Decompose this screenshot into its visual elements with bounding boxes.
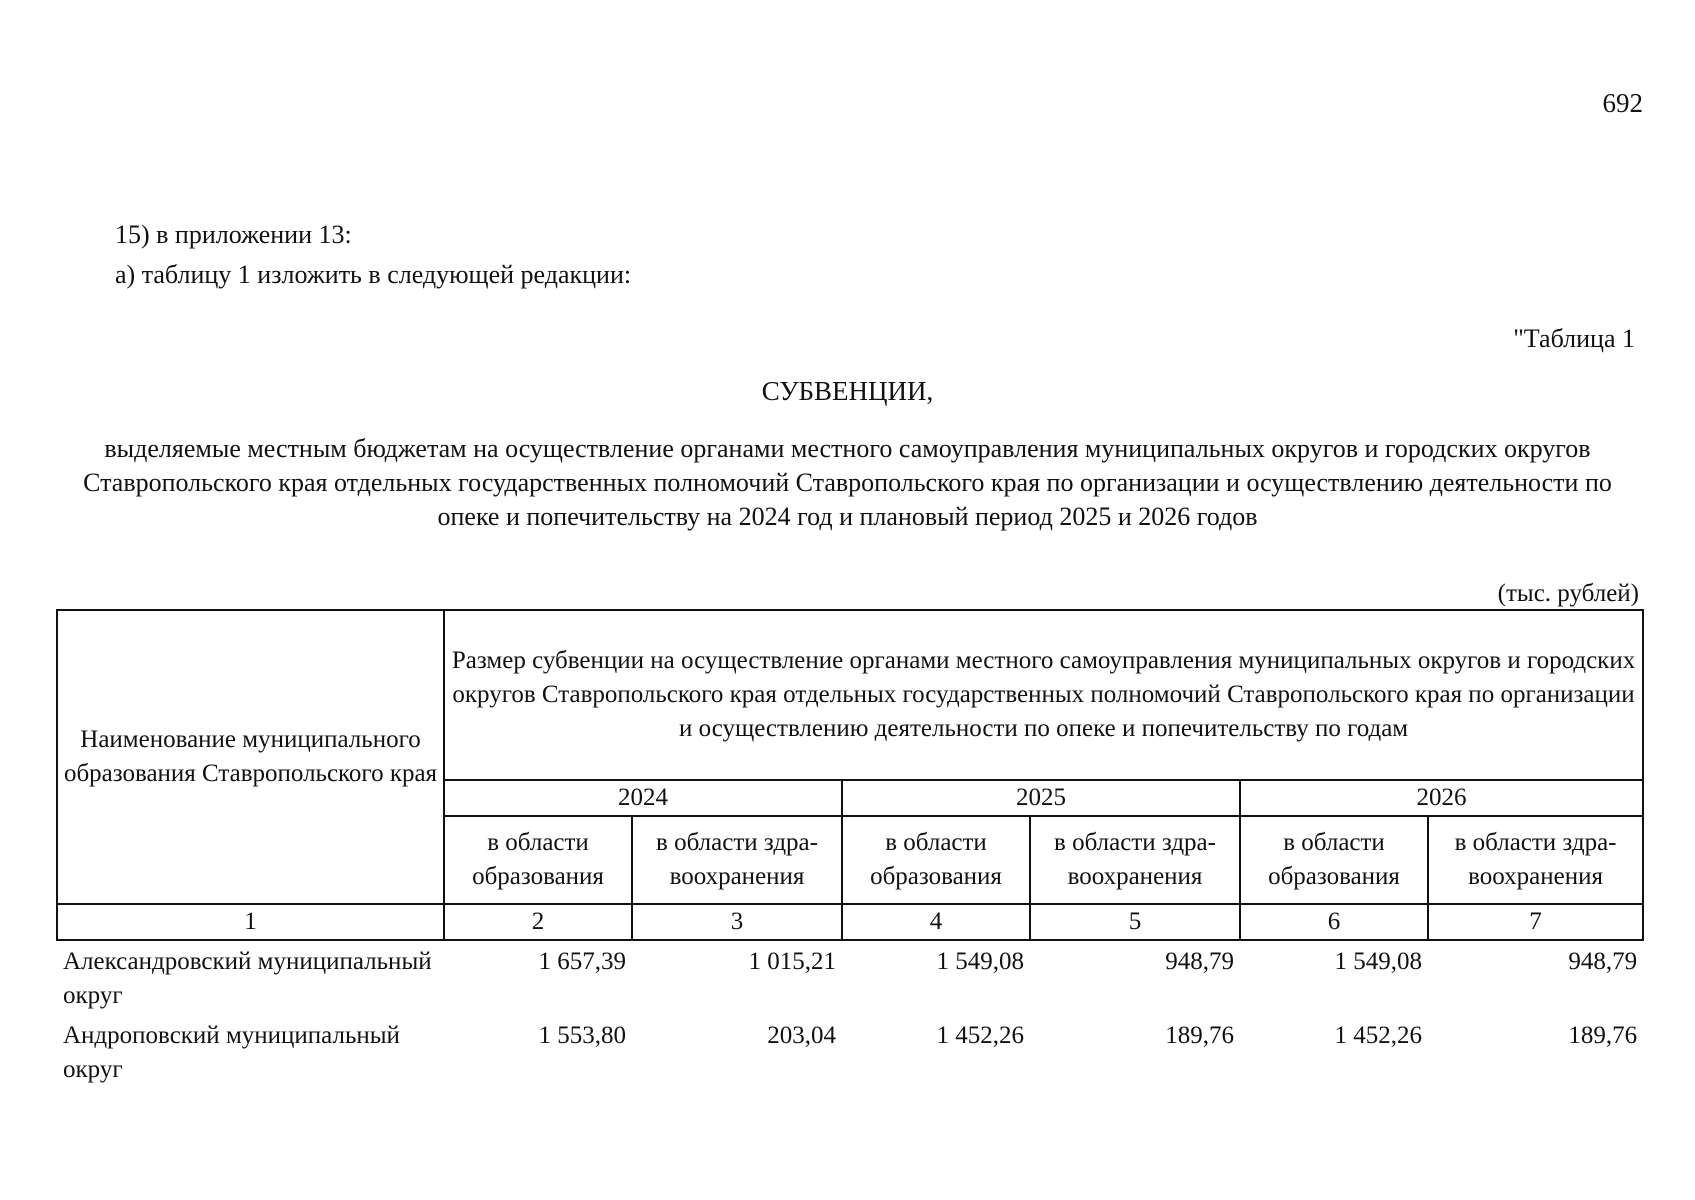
- page-number: 692: [1602, 88, 1643, 118]
- column-number: 5: [1030, 904, 1240, 940]
- table-row: [57, 1015, 1643, 1089]
- value-cell: 948,79: [1165, 948, 1234, 975]
- document-title: СУБВЕНЦИИ,: [761, 376, 934, 406]
- value-cell: 203,04: [767, 1022, 836, 1049]
- table-row: [57, 940, 1643, 1015]
- value-cell: 189,76: [1568, 1022, 1638, 1049]
- units-label: (тыс. рублей): [1497, 580, 1639, 607]
- header-year-2024: 2024: [444, 780, 842, 816]
- header-health-2026: в области здра-воохранения: [1428, 816, 1643, 904]
- column-number: 6: [1240, 904, 1428, 940]
- intro-line-1: 15) в приложении 13:: [115, 220, 352, 249]
- intro-line-2: а) таблицу 1 изложить в следующей редакции:: [115, 260, 632, 289]
- header-subvention-size: Размер субвенции на осуществление органами местного самоуправления муниципальных округов и городских округов Ставропольского края отдельных государственных полномочий Ставропольского края по организации и осуществлению деятельности по опеке и попечительству по годам: [444, 610, 1643, 780]
- column-number: 4: [842, 904, 1030, 940]
- value-cell: 1 452,26: [936, 1022, 1024, 1049]
- municipality-name: Александровский муниципальный округ: [63, 948, 432, 1009]
- header-education-2024: в области образования: [444, 816, 632, 904]
- header-health-2025: в области здра-воохранения: [1030, 816, 1240, 904]
- header-education-2025: в области образования: [842, 816, 1030, 904]
- value-cell: 1 452,26: [1334, 1022, 1422, 1049]
- value-cell: 1 549,08: [1334, 948, 1422, 975]
- column-number: 2: [444, 904, 632, 940]
- value-cell: 1 549,08: [936, 948, 1024, 975]
- value-cell: 1 657,39: [538, 948, 626, 975]
- header-municipality-name: Наименование муниципального образования Ставропольского края: [57, 610, 444, 904]
- header-education-2026: в области образования: [1240, 816, 1428, 904]
- header-year-2026: 2026: [1240, 780, 1643, 816]
- column-number: 7: [1428, 904, 1643, 940]
- subventions-table: [56, 609, 1644, 1089]
- table-label: "Таблица 1: [1513, 324, 1635, 353]
- document-subtitle: выделяемые местным бюджетам на осуществление органами местного самоуправления муниципальных округов и городских округов Ставропольского края отдельных государственных полномочий Ставропольского края по организации и осуществлению деятельности по опеке и попечительству на 2024 год и плановый период 2025 и 2026 годов: [83, 434, 1612, 531]
- value-cell: 948,79: [1568, 948, 1638, 975]
- value-cell: 1 553,80: [538, 1022, 626, 1049]
- column-number: 3: [632, 904, 842, 940]
- header-health-2024: в области здра-воохранения: [632, 816, 842, 904]
- value-cell: 189,76: [1165, 1022, 1234, 1049]
- column-number: 1: [57, 904, 444, 940]
- value-cell: 1 015,21: [748, 948, 836, 975]
- municipality-name: Андроповский муниципальный округ: [63, 1022, 400, 1083]
- header-year-2025: 2025: [842, 780, 1240, 816]
